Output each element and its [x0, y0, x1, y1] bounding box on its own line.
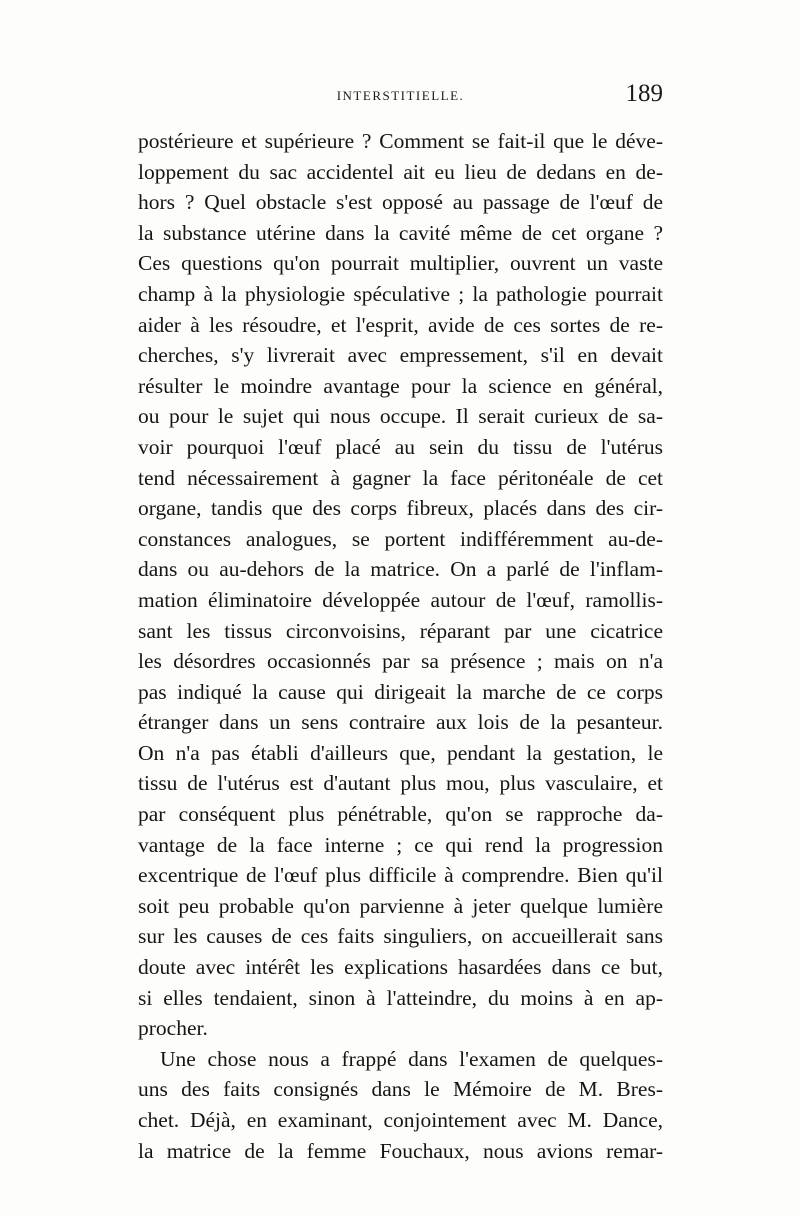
- text-line: cherches, s'y livrerait avec empressement, s'il en devait: [138, 343, 663, 368]
- text-line: mation éliminatoire développée autour de l'œuf, ramollis-: [138, 587, 663, 612]
- text-line: tend nécessairement à gagner la face péritonéale de cet: [138, 465, 663, 490]
- text-line: la matrice de la femme Fouchaux, nous avions remar-: [138, 1138, 663, 1163]
- running-title: INTERSTITIELLE.: [336, 88, 465, 103]
- text-line: vantage de la face interne ; ce qui rend la progression: [138, 832, 663, 857]
- page-header: [138, 78, 663, 112]
- text-line: tissu de l'utérus est d'autant plus mou, plus vasculaire, et: [138, 771, 663, 796]
- text-line: par conséquent plus pénétrable, qu'on se rapproche da-: [138, 802, 663, 827]
- text-line: postérieure et supérieure ? Comment se fait-il que le déve-: [138, 129, 663, 153]
- body-text: [138, 126, 663, 1166]
- text-line: loppement du sac accidentel ait eu lieu de dedans en de-: [138, 159, 663, 184]
- text-line: si elles tendaient, sinon à l'atteindre, du moins à en ap-: [138, 985, 663, 1010]
- page-number: 189: [625, 80, 663, 107]
- text-line: uns des faits consignés dans le Mémoire de M. Bres-: [138, 1077, 663, 1102]
- text-line: ou pour le sujet qui nous occupe. Il serait curieux de sa-: [138, 404, 663, 429]
- text-line: pas indiqué la cause qui dirigeait la marche de ce corps: [138, 679, 663, 704]
- text-line: organe, tandis que des corps fibreux, placés dans des cir-: [138, 496, 663, 521]
- text-line: chet. Déjà, en examinant, conjointement avec M. Dance,: [138, 1108, 663, 1132]
- text-line: les désordres occasionnés par sa présence ; mais on n'a: [138, 649, 663, 674]
- text-line: la substance utérine dans la cavité même de cet organe ?: [138, 220, 663, 245]
- text-line: hors ? Quel obstacle s'est opposé au passage de l'œuf de: [138, 190, 663, 215]
- text-line: sur les causes de ces faits singuliers, on accueillerait sans: [138, 924, 663, 949]
- text-line: On n'a pas établi d'ailleurs que, pendant la gestation, le: [138, 740, 663, 765]
- text-line: résulter le moindre avantage pour la science en général,: [138, 373, 663, 398]
- text-line: aider à les résoudre, et l'esprit, avide de ces sortes de re-: [138, 312, 663, 337]
- text-line: excentrique de l'œuf plus difficile à comprendre. Bien qu'il: [138, 863, 663, 888]
- text-line: constances analogues, se portent indifféremment au-de-: [138, 526, 663, 551]
- text-line: Ces questions qu'on pourrait multiplier, ouvrent un vaste: [138, 251, 663, 276]
- text-line: dans ou au-dehors de la matrice. On a parlé de l'inflam-: [138, 557, 663, 582]
- text-line: doute avec intérêt les explications hasardées dans ce but,: [138, 955, 663, 980]
- text-line: sant les tissus circonvoisins, réparant par une cicatrice: [138, 618, 663, 643]
- text-line: étranger dans un sens contraire aux lois de la pesanteur.: [138, 710, 663, 735]
- text-line: voir pourquoi l'œuf placé au sein du tissu de l'utérus: [138, 434, 663, 459]
- text-line: soit peu probable qu'on parvienne à jeter quelque lumière: [138, 893, 663, 918]
- text-line: Une chose nous a frappé dans l'examen de quelques-: [160, 1046, 663, 1071]
- text-line: procher.: [138, 1016, 208, 1041]
- text-line: champ à la physiologie spéculative ; la pathologie pourrait: [138, 281, 663, 306]
